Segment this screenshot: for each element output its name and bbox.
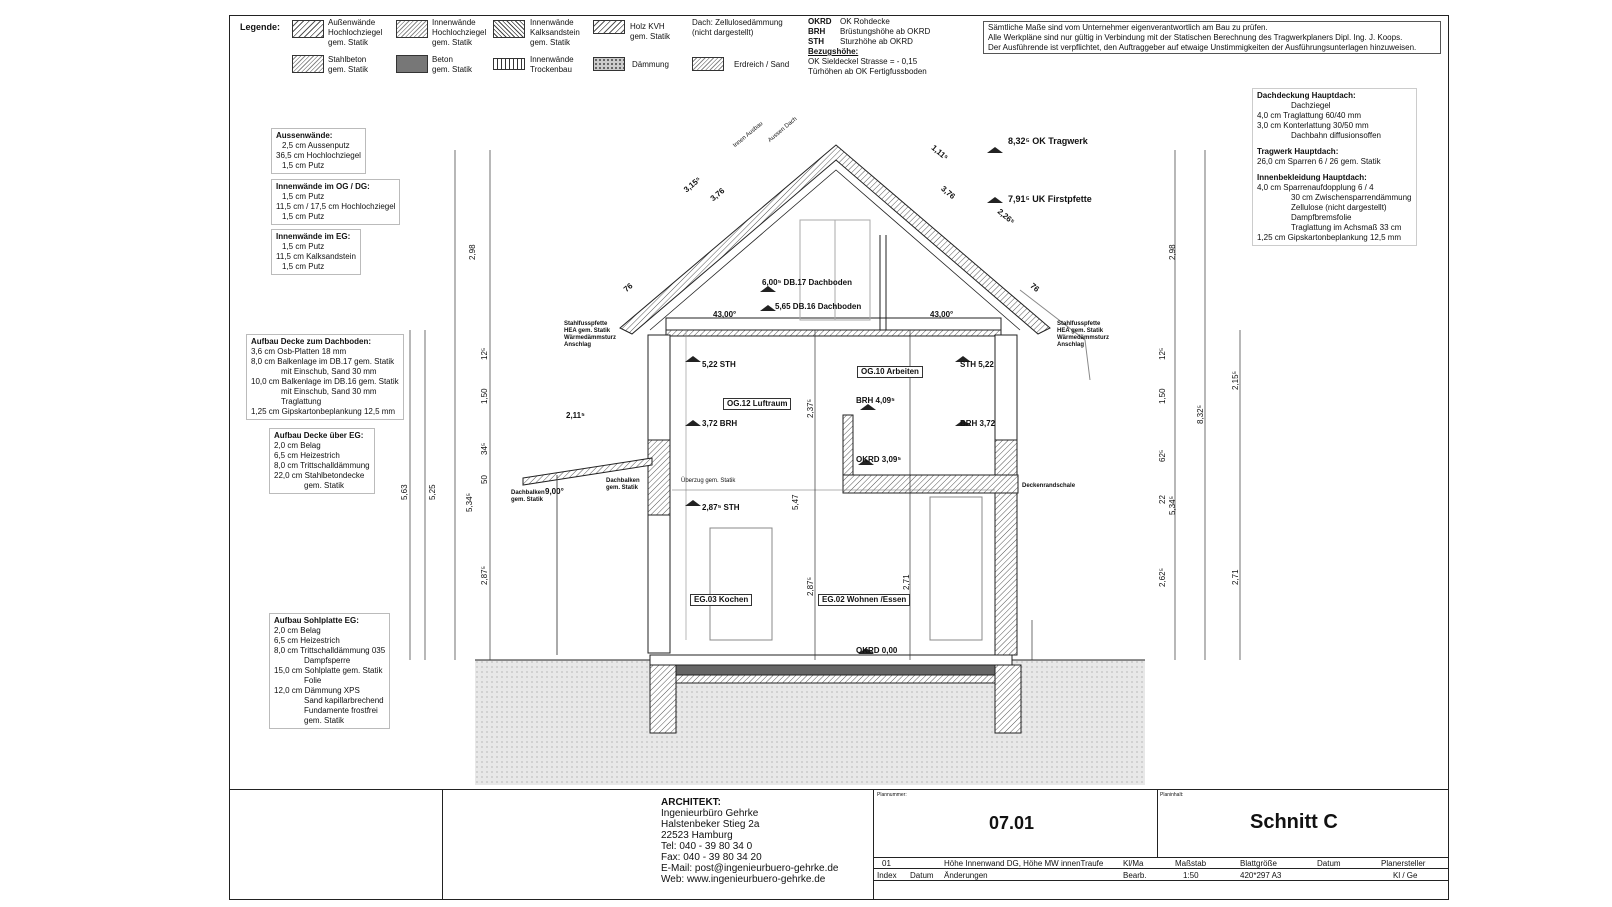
legend-label: Innenwände Hochlochziegel gem. Statik (432, 18, 487, 47)
legend-title: Legende: (240, 22, 281, 32)
spec-title: Aussenwände: (276, 131, 333, 140)
spec-line: 6,5 cm Heizestrich (274, 451, 340, 460)
level-label: 7,91⁵ UK Firstpfette (1008, 194, 1092, 204)
architect-title: ARCHITEKT: (661, 797, 721, 808)
architect-line: Fax: 040 - 39 80 34 20 (661, 852, 762, 863)
dim-label: 8,32⁵ (1196, 405, 1205, 424)
spec-line: 26,0 cm Sparren 6 / 26 gem. Statik (1257, 157, 1381, 166)
plan-content-label: Planinhalt: (1160, 792, 1184, 798)
beam-note: Stahlfusspfette HEA gem. Statik Wärmedämmsturz Anschlag (1057, 321, 1110, 348)
level-label: 6,00⁵ DB.17 Dachboden (762, 278, 853, 287)
plan-number: 07.01 (989, 813, 1035, 833)
architect-line[interactable]: Web: www.ingenieurbuero-gehrke.de (661, 874, 826, 885)
spec-line: mit Einschub, Sand 30 mm (281, 387, 377, 396)
notice-line: Der Ausführende ist verpflichtet, den Auftraggeber auf etwaige Unstimmigkeiten der Ausführungsunterlagen hinzuweisen. (988, 43, 1417, 52)
dim-label: 2,26⁵ (995, 206, 1017, 227)
dim-label: 3,76 (939, 184, 957, 202)
spec-line: 12,0 cm Dämmung XPS (274, 686, 360, 695)
header-date: Datum (910, 871, 934, 880)
dim-label: 2,15⁵ (1231, 371, 1240, 390)
spec-line: 6,5 cm Heizestrich (274, 636, 340, 645)
dim-label: 22 (1158, 495, 1167, 504)
plan-content: Schnitt C (1250, 811, 1338, 833)
door-living (930, 497, 982, 640)
spec-line: 1,25 cm Gipskartonbeplankung 12,5 mm (251, 407, 396, 416)
spec-title: Aufbau Sohlplatte EG: (274, 616, 359, 625)
architect-line: Tel: 040 - 39 80 34 0 (661, 841, 753, 852)
spec-line: gem. Statik (304, 716, 345, 725)
meta-header: Planersteller (1381, 859, 1426, 868)
change-text: Höhe Innenwand DG, Höhe MW innenTraufe (944, 859, 1104, 868)
dim-label: 2,98 (468, 244, 477, 260)
spec-line: 1,5 cm Putz (282, 192, 325, 201)
dim-label: 34⁵ (480, 442, 489, 455)
left-lintel (648, 440, 670, 515)
spec-line: 8,0 cm Trittschalldämmung (274, 461, 370, 470)
spec-line: Dampfsperre (304, 656, 351, 665)
header-by: Bearb. (1123, 871, 1147, 880)
dim-label: 1,50 (480, 388, 489, 404)
notice-line: Alle Werkpläne sind nur gültig in Verbindung mit der Statischen Berechnung des Tragwerkplaners Dipl. Ing. J. Koops. (988, 33, 1403, 42)
spec-line: mit Einschub, Sand 30 mm (281, 367, 377, 376)
dim-label: 76 (621, 281, 635, 294)
legend-label: Innenwände Trockenbau (530, 55, 574, 74)
spec-line: Dachbahn diffusionsoffen (1291, 131, 1381, 140)
spec-line: 22,0 cm Stahlbetondecke (274, 471, 365, 480)
dim-label: 2,37⁵ (806, 399, 815, 418)
meta-size: 420*297 A3 (1240, 871, 1282, 880)
meta-header: Blattgröße (1240, 859, 1277, 868)
abbr-key: STH (808, 37, 824, 46)
level-label: OKRD 3,09⁵ (856, 455, 902, 464)
legend-label: Beton gem. Statik (432, 55, 473, 74)
level-label: 5,22 STH (702, 360, 736, 369)
abbr-key: BRH (808, 27, 826, 36)
meta-scale: 1:50 (1183, 871, 1199, 880)
spec-line: Fundamente frostfrei (304, 706, 378, 715)
legend-label: Stahlbeton gem. Statik (328, 55, 369, 74)
abbr-value: OK Rohdecke (840, 17, 890, 26)
dim-label: 1,50 (1158, 388, 1167, 404)
abbr-value: Sturzhöhe ab OKRD (840, 37, 913, 46)
spec-line: 8,0 cm Balkenlage im DB.17 gem. Statik (251, 357, 395, 366)
abbr-value: Brüstungshöhe ab OKRD (840, 27, 931, 36)
spec-line: 3,6 cm Osb-Platten 18 mm (251, 347, 347, 356)
room-label: OG.10 Arbeiten (857, 366, 923, 378)
spec-line: 2,0 cm Belag (274, 441, 321, 450)
header-index: Index (877, 871, 897, 880)
dim-label: 3,15⁵ (682, 174, 703, 195)
door-kitchen (710, 528, 772, 640)
spec-title: Aufbau Decke über EG: (274, 431, 364, 440)
spec-line: 4,0 cm Traglattung 60/40 mm (1257, 111, 1362, 120)
level-label: 8,32⁵ OK Tragwerk (1008, 136, 1088, 146)
legend-roof-note: Dach: Zellulosedämmung (nicht dargestellt) (692, 18, 783, 37)
architect-line[interactable]: E-Mail: post@ingenieurbuero-gehrke.de (661, 863, 839, 874)
dim-label: 12⁵ (480, 347, 489, 360)
dim-label: 50 (480, 475, 489, 484)
spec-line: 11,5 cm / 17,5 cm Hochlochziegel (276, 202, 396, 211)
abbr-key: OKRD (808, 17, 832, 26)
level-label: STH 5,22 (960, 360, 994, 369)
beam-note: Überzug gem. Statik (681, 478, 736, 484)
room-label: EG.03 Kochen (690, 594, 752, 606)
height-ref-title: Bezugshöhe: (808, 47, 859, 56)
dim-label: 76 (1028, 281, 1042, 294)
change-index: 01 (882, 859, 891, 868)
spec-line: 1,5 cm Putz (282, 262, 325, 271)
legend-label: Erdreich / Sand (734, 60, 790, 69)
change-by: Kl/Ma (1123, 859, 1144, 868)
right-upper-wall (995, 335, 1017, 440)
height-ref-line: Türhöhen ab OK Fertigfussboden (808, 67, 927, 76)
angle-label: 9,00° (545, 487, 564, 496)
beam-note: Stahlfusspfette HEA gem. Statik Wärmedämmsturz Anschlag (564, 321, 617, 348)
spec-line: gem. Statik (304, 481, 345, 490)
architect-line: Halstenbeker Stieg 2a (661, 819, 760, 830)
dim-label: 5,47 (791, 494, 800, 510)
dim-label: 5,34⁵ (465, 493, 474, 512)
spec-line: 1,5 cm Putz (282, 212, 325, 221)
spec-line: Sand kapillarbrechend (304, 696, 384, 705)
dim-label: 5,63 (400, 484, 409, 500)
og-interior-wall (843, 415, 853, 480)
meta-author: Kl / Ge (1393, 871, 1418, 880)
base-slab (650, 665, 1012, 675)
dim-label: 2,87⁵ (480, 566, 489, 585)
dim-label: 1,11⁵ (929, 143, 950, 163)
dimension-lines (410, 150, 1240, 660)
slab-finish (650, 655, 1012, 665)
height-ref-line: OK Sieldeckel Strasse = - 0,15 (808, 57, 918, 66)
spec-line: 2,0 cm Belag (274, 626, 321, 635)
spec-title: Aufbau Decke zum Dachboden: (251, 337, 372, 346)
legend-label: Innenwände Kalksandstein gem. Statik (530, 18, 580, 47)
dim-label: 2,98 (1168, 244, 1177, 260)
spec-line: 36,5 cm Hochlochziegel (276, 151, 361, 160)
right-exterior-wall (995, 440, 1017, 655)
spec-line: Traglattung im Achsmaß 33 cm (1291, 223, 1402, 232)
dim-label: 2,71 (902, 574, 911, 590)
spec-line: 30 cm Zwischensparrendämmung (1291, 193, 1412, 202)
dim-label: 5,25 (428, 484, 437, 500)
level-label: 5,65 DB.16 Dachboden (775, 302, 862, 311)
room-label: EG.02 Wohnen /Essen (818, 594, 910, 606)
dim-label: 2,62⁵ (1158, 568, 1167, 587)
dim-label: 2,71 (1231, 569, 1240, 585)
level-label: BRH 3,72 (960, 419, 996, 428)
spec-line: Dachziegel (1291, 101, 1331, 110)
level-label: 3,72 BRH (702, 419, 738, 428)
spec-line: 3,0 cm Konterlattung 30/50 mm (1257, 121, 1369, 130)
spec-title: Dachdeckung Hauptdach: (1257, 91, 1356, 100)
spec-title: Innenwände im OG / DG: (276, 182, 370, 191)
beam-note: Deckenrandschale (1022, 483, 1076, 489)
spec-line: 11,5 cm Kalksandstein (276, 252, 356, 261)
spec-line: Traglattung (281, 397, 322, 406)
spec-title: Innenbekleidung Hauptdach: (1257, 173, 1367, 182)
legend-label: Dämmung (632, 60, 669, 69)
spec-line: 8,0 cm Trittschalldämmung 035 (274, 646, 386, 655)
spec-line: Folie (304, 676, 322, 685)
header-changes: Änderungen (944, 871, 988, 880)
level-label: BRH 4,09⁵ (856, 396, 895, 405)
meta-header: Datum (1317, 859, 1341, 868)
level-label: OKRD 0,00 (856, 646, 898, 655)
dim-label: 62⁵ (1158, 449, 1167, 462)
plan-number-label: Plannummer: (877, 792, 907, 798)
spec-line: 2,5 cm Aussenputz (282, 141, 350, 150)
meta-header: Maßstab (1175, 859, 1207, 868)
dim-label: 12⁵ (1158, 347, 1167, 360)
spec-title: Innenwände im EG: (276, 232, 351, 241)
level-label: 2,87⁵ STH (702, 503, 740, 512)
foundation-right (995, 665, 1021, 733)
room-label: OG.12 Luftraum (723, 398, 791, 410)
spec-line: 15,0 cm Sohlplatte gem. Statik (274, 666, 383, 675)
xps-insulation (675, 675, 1000, 683)
spec-line: Zellulose (nicht dargestellt) (1291, 203, 1387, 212)
spec-line: Dampfbremsfolie (1291, 213, 1352, 222)
spec-line: 1,5 cm Putz (282, 161, 325, 170)
angle-label: 43,00° (930, 310, 954, 319)
attic-floor-structure (666, 330, 1001, 336)
spec-line: 4,0 cm Sparrenaufdopplung 6 / 4 (1257, 183, 1374, 192)
beam-note: Dachbalken gem. Statik (606, 478, 640, 491)
legend-label: Außenwände Hochlochziegel gem. Statik (328, 18, 383, 47)
legend-label: Holz KVH gem. Statik (630, 22, 671, 41)
beam-note: Innen Ausbau (732, 120, 765, 150)
beam-note: Dachbalken gem. Statik (511, 490, 545, 503)
dim-label: 2,11⁵ (566, 411, 585, 420)
dim-label: 5,34⁵ (1168, 496, 1177, 515)
architect-line: 22523 Hamburg (661, 830, 733, 841)
dim-label: 2,87⁵ (806, 577, 815, 596)
architect-address (661, 808, 838, 885)
angle-label: 43,00° (713, 310, 737, 319)
architect-line: Ingenieurbüro Gehrke (661, 808, 759, 819)
spec-title: Tragwerk Hauptdach: (1257, 147, 1339, 156)
dim-label: 3,76 (708, 186, 727, 204)
spec-line: 1,5 cm Putz (282, 242, 325, 251)
beam-note: Aussen Dach (767, 116, 799, 144)
spec-line: 1,25 cm Gipskartonbeplankung 12,5 mm (1257, 233, 1402, 242)
foundation-left (650, 665, 676, 733)
spec-line: 10,0 cm Balkenlage im DB.16 gem. Statik (251, 377, 399, 386)
notice-line: Sämtliche Maße sind vom Unternehmer eigenverantwortlich am Bau zu prüfen. (988, 23, 1268, 32)
